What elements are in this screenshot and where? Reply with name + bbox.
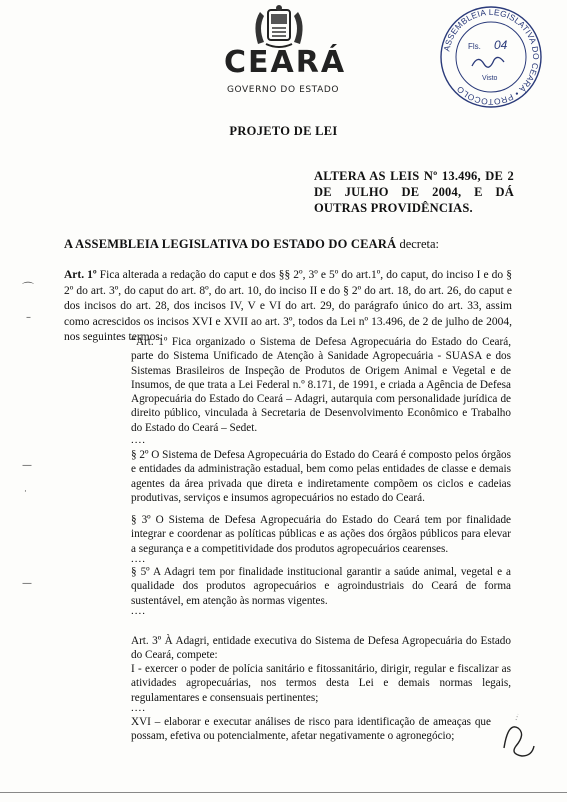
enacting-subject: A ASSEMBLEIA LEGISLATIVA DO ESTADO DO CEARÁ: [64, 237, 397, 251]
enacting-verb: decreta:: [396, 237, 439, 251]
ellipsis-3: ....: [131, 605, 146, 617]
ellipsis-1: ....: [131, 434, 146, 446]
article-1-label: Art. 1º: [64, 269, 97, 281]
stamp-ring-text: ASSEMBLEIA LEGISLATIVA DO CEARÁ • PROTOCOLO: [441, 6, 542, 108]
quoted-paragraph-3: § 3º O Sistema de Defesa Agropecuária do Estado do Ceará tem por finalidade integrar e coordenar as políticas públicas e as ações dos órgãos públicos para elevar a segurança e a competitividade dos produtos agropecuários cearenses.: [131, 514, 511, 555]
bottom-scan-edge: [0, 792, 567, 793]
quoted-paragraph-2: § 2º O Sistema de Defesa Agropecuária do Estado do Ceará é composto pelos órgãos e entidades da administração estadual, bem como pelas entidades de classe e demais agentes da área privada que direta e indiretamente compõem os ciclos e cadeias produtivas, serviços e insumos agropecuários no estado do Ceará.: [131, 449, 511, 504]
logo-wordmark: CEARÁ: [224, 45, 347, 80]
margin-mark-icon: ⌒: [22, 281, 35, 295]
quoted-art-1: “Art. 1º Fica organizado o Sistema de Defesa Agropecuária do Estado do Ceará, parte do Sistema Unificado de Atenção à Sanidade Agropecuária - SUASA e dos Sistemas Brasileiros de Inspeção de Produtos de Origem Animal e Vegetal e de Insumos, de que trata a Lei Federal n.º 8.171, de 1991, e criada a Agência de Defesa Agropecuária do Estado do Ceará – Adagri, autarquia com personalidade jurídica de direito público, vinculada à Secretaria de Desenvolvimento Econômico e Trabalho do Estado do Ceará – Sedet.: [131, 336, 511, 434]
margin-mark-icon: –: [26, 312, 31, 323]
handwritten-initials-icon: [498, 708, 538, 764]
stamp-folha-number: 04: [494, 38, 508, 52]
bill-title: PROJETO DE LEI: [229, 124, 338, 138]
margin-mark-icon: —: [22, 578, 32, 589]
ellipsis-2: ....: [131, 553, 146, 565]
margin-mark-icon: —: [22, 460, 32, 471]
ceara-coat-of-arms-icon: [246, 4, 312, 50]
stamp-visto-label: Visto: [482, 75, 498, 82]
quoted-art-3: Art. 3º À Adagri, entidade executiva do Sistema de Defesa Agropecuária do Estado do Ceará, compete:: [131, 635, 511, 662]
logo-subtitle: GOVERNO DO ESTADO: [226, 85, 340, 95]
stamp-folha-label: Fls.: [468, 42, 481, 51]
margin-mark-icon: ·: [24, 487, 27, 497]
quoted-art-3-inciso-1: I - exercer o poder de polícia sanitário e fitossanitário, dirigir, regular e fiscalizar as atividades agropecuárias, nos termos desta Lei e demais normas legais, regulamentares e consensuais pertinentes;: [131, 663, 511, 704]
ellipsis-4: ....: [131, 702, 146, 714]
quoted-paragraph-5: § 5º A Adagri tem por finalidade institucional garantir a saúde animal, vegetal e a qualidade dos produtos agropecuários e agroindustriais do Ceará de forma sustentável, em atenção às normas vigentes.: [131, 566, 511, 607]
protocol-stamp: [438, 4, 544, 110]
enacting-clause: [64, 237, 524, 252]
article-1-text: Fica alterada a redação do caput e dos §§ 2º, 3º e 5º do art.1º, do caput, do inciso I e do § 2º do art. 3º, do caput do art. 8º, do art. 10, do inciso II e do § 2º do art. 18, do art. 26, do caput e dos incisos do art. 28, dos incisos IV, V e VI do art. 29, do parágrafo único do art. 33, assim como acrescidos os incisos XVI e XVII ao art. 3º, todos da Lei nº 13.496, de 2 de julho de 2004, nos seguintes termos:: [64, 269, 512, 344]
quoted-art-3-inciso-16: XVI – elaborar e executar análises de risco para identificação de ameaças que possam, efetiva ou potencialmente, afetar negativamente o agronegócio;: [131, 716, 491, 743]
bill-summary: ALTERA AS LEIS Nº 13.496, DE 2 DE JULHO DE 2004, E DÁ OUTRAS PROVIDÊNCIAS.: [314, 169, 514, 215]
stamp-signature-icon: [472, 57, 504, 67]
